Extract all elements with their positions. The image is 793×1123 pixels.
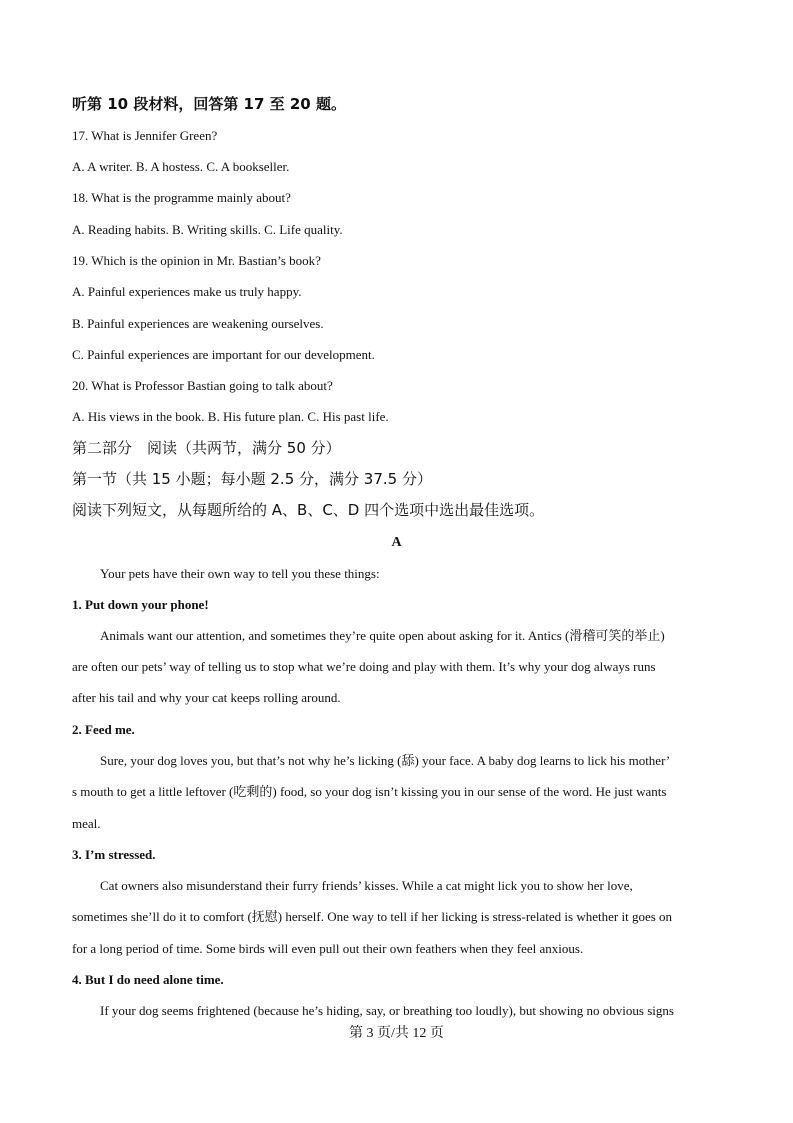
question-19-option-a: A. Painful experiences make us truly happy. bbox=[72, 284, 302, 299]
tip-1-line-3: after his tail and why your cat keeps rolling around. bbox=[72, 690, 341, 705]
question-19-option-b: B. Painful experiences are weakening ourselves. bbox=[72, 316, 324, 331]
tip-3-line-3: for a long period of time. Some birds will even pull out their own feathers when they feel anxious. bbox=[72, 941, 584, 956]
question-18: 18. What is the programme mainly about? bbox=[72, 190, 291, 205]
question-20-options: A. His views in the book. B. His future plan. C. His past life. bbox=[72, 409, 389, 424]
tip-1-line-2: are often our pets’ way of telling us to stop what we’re doing and play with them. It’s why your dog always runs bbox=[72, 659, 656, 674]
question-19-option-c: C. Painful experiences are important for our development. bbox=[72, 347, 375, 362]
tip-3-line-1: Cat owners also misunderstand their furry friends’ kisses. While a cat might lick you to show her love, bbox=[100, 878, 633, 893]
section-intro: 听第 10 段材料，回答第 17 至 20 题。 bbox=[72, 95, 346, 113]
tip-2-line-2: s mouth to get a little leftover (吃剩的) food, so your dog isn’t kissing you in our sense of the word. He just wants bbox=[72, 784, 667, 799]
question-17: 17. What is Jennifer Green? bbox=[72, 128, 218, 143]
tip-2-line-1: Sure, your dog loves you, but that’s not why he’s licking (舔) your face. A baby dog learns to lick his mother’ bbox=[100, 753, 671, 768]
section1-title: 第一节（共 15 小题；每小题 2.5 分，满分 37.5 分） bbox=[72, 470, 432, 488]
tip-1-heading: 1. Put down your phone! bbox=[72, 597, 209, 612]
part2-title: 第二部分 阅读（共两节，满分 50 分） bbox=[72, 439, 341, 457]
tip-2-heading: 2. Feed me. bbox=[72, 722, 135, 737]
question-17-options: A. A writer. B. A hostess. C. A bookseller. bbox=[72, 159, 290, 174]
instructions: 阅读下列短文，从每题所给的 A、B、C、D 四个选项中选出最佳选项。 bbox=[72, 501, 545, 519]
tip-4-heading: 4. But I do need alone time. bbox=[72, 972, 224, 987]
question-18-options: A. Reading habits. B. Writing skills. C. Life quality. bbox=[72, 222, 343, 237]
question-19: 19. Which is the opinion in Mr. Bastian’s book? bbox=[72, 253, 321, 268]
passage-intro: Your pets have their own way to tell you these things: bbox=[100, 566, 380, 581]
page-footer: 第 3 页/共 12 页 bbox=[349, 1026, 444, 1041]
tip-3-line-2: sometimes she’ll do it to comfort (抚慰) herself. One way to tell if her licking is stress-related is whether it goes on bbox=[72, 909, 673, 924]
passage-label: A bbox=[391, 535, 402, 550]
tip-2-line-3: meal. bbox=[72, 816, 101, 831]
tip-1-line-1: Animals want our attention, and sometimes they’re quite open about asking for it. Antics (滑稽可笑的举止) bbox=[100, 628, 665, 643]
tip-3-heading: 3. I’m stressed. bbox=[72, 847, 156, 862]
tip-4-line-1: If your dog seems frightened (because he’s hiding, say, or breathing too loudly), but showing no obvious signs bbox=[100, 1003, 674, 1018]
question-20: 20. What is Professor Bastian going to talk about? bbox=[72, 378, 333, 393]
